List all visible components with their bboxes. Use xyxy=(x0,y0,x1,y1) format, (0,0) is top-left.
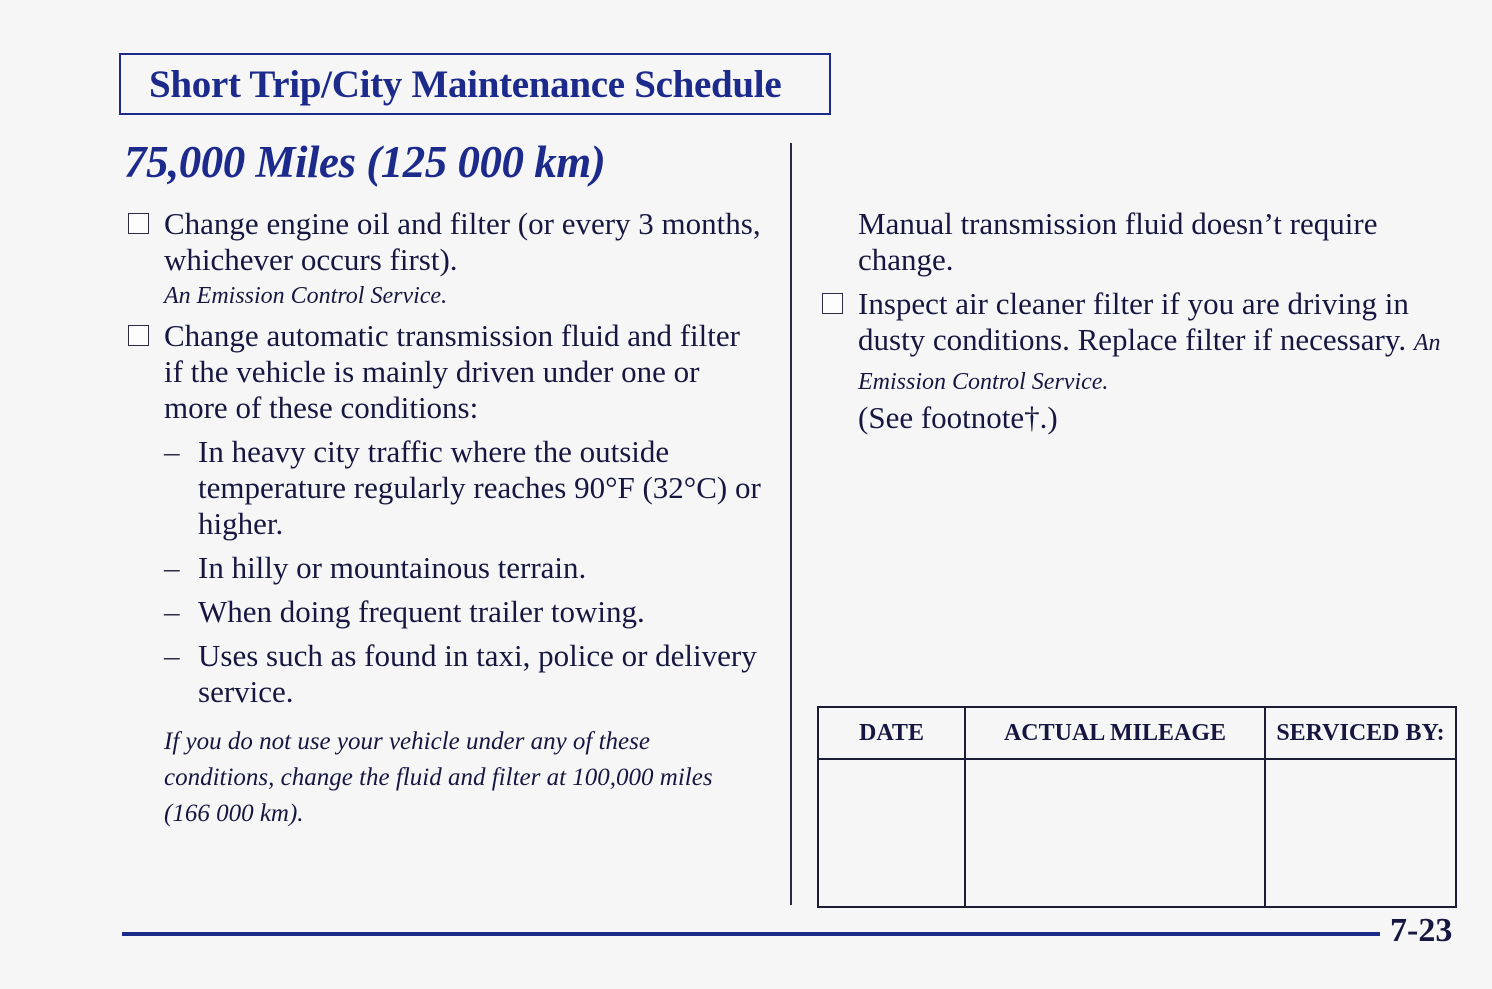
dash-icon: – xyxy=(164,638,180,673)
condition-text: In heavy city traffic where the outside temperature regularly reaches 90°F (32°C) or higher. xyxy=(198,434,761,541)
mileage-heading: 75,000 Miles (125 000 km) xyxy=(124,137,606,187)
schedule-title: Short Trip/City Maintenance Schedule xyxy=(149,62,782,106)
page-number: 7-23 xyxy=(1390,912,1453,949)
air-cleaner-text: Inspect air cleaner filter if you are driving in dusty conditions. Replace filter if necessary. xyxy=(858,286,1409,357)
service-item-oil xyxy=(124,206,764,312)
condition-item xyxy=(164,638,764,710)
dash-icon: – xyxy=(164,434,180,469)
mileage-cell[interactable] xyxy=(966,760,1266,906)
condition-text: In hilly or mountainous terrain. xyxy=(198,550,587,585)
dash-icon: – xyxy=(164,594,180,629)
mileage-header: ACTUAL MILEAGE xyxy=(966,708,1266,760)
auto-trans-checkbox[interactable] xyxy=(128,325,149,346)
date-cell[interactable] xyxy=(819,760,966,906)
air-cleaner-emission-note: An Emission Control Service. xyxy=(858,330,1441,395)
column-divider xyxy=(790,143,792,905)
oil-emission-note: An Emission Control Service. xyxy=(164,283,448,309)
auto-trans-text: Change automatic transmission fluid and filter if the vehicle is mainly driven under one or more of these conditions: xyxy=(164,318,740,425)
schedule-title-box xyxy=(119,53,831,115)
right-column xyxy=(818,206,1458,436)
service-item-air-cleaner xyxy=(818,286,1458,436)
air-cleaner-checkbox[interactable] xyxy=(822,293,843,314)
footer-rule xyxy=(122,932,1380,936)
serviced-by-header: SERVICED BY: xyxy=(1266,708,1455,760)
auto-trans-footnote: If you do not use your vehicle under any of these conditions, change the fluid and filter at 100,000 miles (166 000 km). xyxy=(164,728,713,827)
oil-text: Change engine oil and filter (or every 3 months, whichever occurs first). xyxy=(164,206,761,277)
dash-icon: – xyxy=(164,550,180,585)
conditions-list xyxy=(124,434,764,710)
left-column xyxy=(124,206,764,832)
manual-trans-note: Manual transmission fluid doesn’t require change. xyxy=(858,206,1378,277)
date-header: DATE xyxy=(819,708,966,760)
condition-item xyxy=(164,594,764,630)
see-footnote-text: (See footnote†.) xyxy=(858,400,1058,435)
condition-item xyxy=(164,434,764,542)
oil-checkbox[interactable] xyxy=(128,213,149,234)
service-item-auto-trans xyxy=(124,318,764,426)
condition-text: Uses such as found in taxi, police or delivery service. xyxy=(198,638,757,709)
condition-item xyxy=(164,550,764,586)
serviced-by-cell[interactable] xyxy=(1266,760,1455,906)
condition-text: When doing frequent trailer towing. xyxy=(198,594,645,629)
service-record-table xyxy=(817,706,1457,908)
